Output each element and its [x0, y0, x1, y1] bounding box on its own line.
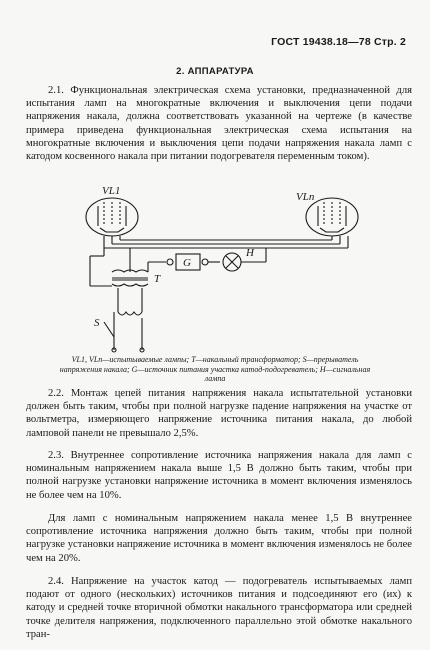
page-header: ГОСТ 19438.18—78 Стр. 2: [271, 36, 406, 48]
section-title: 2. АППАРАТУРА: [176, 66, 254, 77]
paragraph-2-3-continued: Для ламп с номинальным напряжением накала менее 1,5 В внутреннее сопротивление источника напряжения должно быть таким, чтобы при полной нагрузке установки напряжение источника в момент включения изменялось не более чем на 20%.: [26, 513, 412, 564]
paragraph-2-3: 2.3. Внутреннее сопротивление источника напряжения накала для ламп с номинальным напряжением накала выше 1,5 В должно быть таким, чтобы при полной нагрузке установки напряжение источника в момент включения изменялось не более чем на 10%.: [26, 450, 412, 501]
diagram-legend: VL1, VLn—испытываемые лампы; T—накальный трансформатор; S—прерыватель напряжения накала; G—источник питания участка катод-подогреватель; H—сигнальная лампа: [59, 355, 371, 383]
paragraph-2-2: 2.2. Монтаж цепей питания напряжения накала испытательной установки должен быть таким, чтобы при полной нагрузке падение напряжения на участке от вольтметра, измеряющего напряжение источника питания накала, до любой ламповой панели не превышало 2,5%.: [26, 388, 412, 439]
paragraph-2-1: 2.1. Функциональная электрическая схема установки, предназначенной для испытания ламп на многократные включения и выключения цепи подачи напряжения накала, должна соответствовать указанной на чертеже (в качестве примера приведена функциональная электрическая схема испытания на многократные включения и выключения цепи подачи напряжения накала ламп с катодом косвенного накала при питании подогревателя переменным током).: [26, 85, 412, 163]
label-vln: VLn: [296, 191, 315, 203]
label-g: G: [183, 257, 191, 269]
circuit-diagram: [70, 185, 390, 352]
label-t: T: [154, 273, 161, 285]
switch-s: [104, 322, 114, 337]
paragraph-2-4: 2.4. Напряжение на участок катод — подогреватель испытываемых ламп подают от одного (нескольких) источников питания и подсоединяют его (их) к катоду и средней точке вторичной обмотки накального трансформатора или средней точке делителя напряжения, подключенного параллельно этой обмотке накального тран-: [26, 576, 412, 640]
label-vl1: VL1: [102, 185, 121, 197]
label-s: S: [94, 317, 100, 329]
label-h: H: [246, 247, 254, 259]
